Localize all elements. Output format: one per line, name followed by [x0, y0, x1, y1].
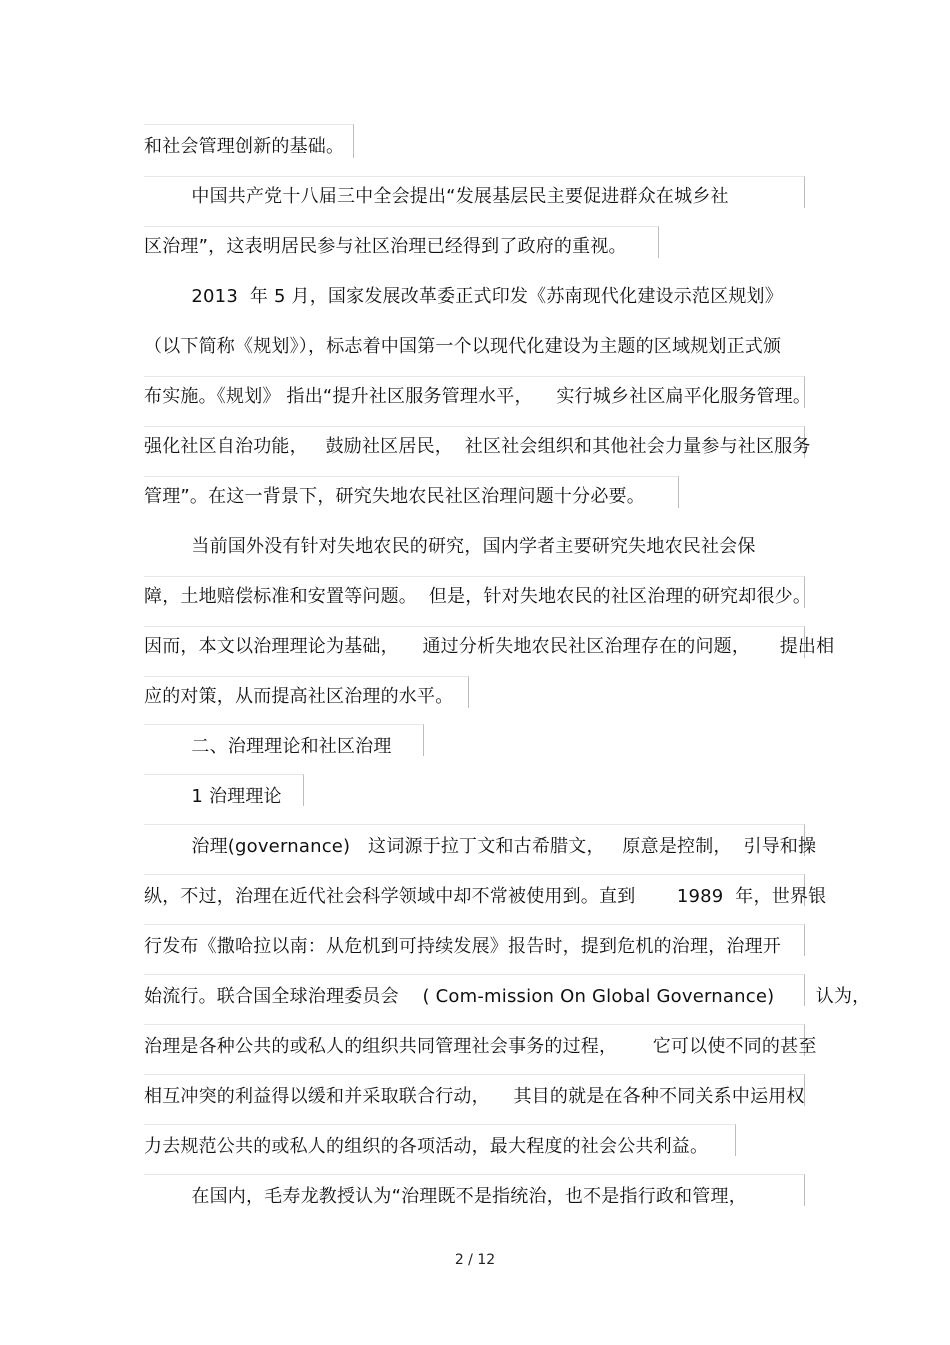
body-text-line: 当前国外没有针对失地农民的研究，国内学者主要研究失地农民社会保: [144, 536, 756, 557]
body-text-line: 区治理”，这表明居民参与社区治理已经得到了政府的重视。: [144, 236, 627, 257]
body-text-line: 应的对策，从而提高社区治理的水平。: [144, 686, 454, 707]
body-text-line: 管理”。在这一背景下，研究失地农民社区治理问题十分必要。: [144, 486, 645, 507]
body-text-line: 强化社区自治功能， 鼓励社区居民， 社区社会组织和其他社会力量参与社区服务: [144, 436, 811, 457]
body-text-line: 力去规范公共的或私人的组织的各项活动，最大程度的社会公共利益。: [144, 1136, 709, 1157]
page-number: 2 / 12: [454, 1252, 496, 1268]
body-text-line: 中国共产党十八届三中全会提出“发展基层民主要促进群众在城乡社: [144, 186, 729, 207]
body-text-line: 在国内，毛寿龙教授认为“治理既不是指统治，也不是指行政和管理，: [144, 1186, 747, 1207]
body-text-line: 治理(governance) 这词源于拉丁文和古希腊文， 原意是控制， 引导和操: [144, 836, 817, 857]
subsection-heading: 1 治理理论: [144, 786, 282, 807]
body-text-line: 行发布《撒哈拉以南：从危机到可持续发展》报告时，提到危机的治理，治理开: [144, 936, 781, 957]
body-text-line: 2013 年 5 月，国家发展改革委正式印发《苏南现代化建设示范区规划》: [144, 286, 783, 307]
section-heading: 二、治理理论和社区治理: [144, 736, 392, 757]
body-text-line: 因而，本文以治理理论为基础， 通过分析失地农民社区治理存在的问题， 提出相: [144, 636, 835, 657]
body-text-line: 纵，不过，治理在近代社会科学领域中却不常被使用到。直到 1989 年，世界银: [144, 886, 827, 907]
body-text-line: 布实施。《规划》 指出“提升社区服务管理水平， 实行城乡社区扁平化服务管理。: [144, 386, 812, 407]
body-text-line: 和社会管理创新的基础。: [144, 136, 345, 157]
body-text-line: 障，土地赔偿标准和安置等问题。 但是，针对失地农民的社区治理的研究却很少。: [144, 586, 812, 607]
body-text-line: 治理是各种公共的或私人的组织共同管理社会事务的过程， 它可以使不同的甚至: [144, 1036, 817, 1057]
body-text-line: （以下简称《规划》），标志着中国第一个以现代化建设为主题的区域规划正式颁: [144, 336, 782, 357]
body-text-line: 始流行。联合国全球治理委员会 ( Com-mission On Global Governance) 认为，: [144, 986, 871, 1007]
body-text-line: 相互冲突的利益得以缓和并采取联合行动， 其目的就是在各种不同关系中运用权: [144, 1086, 805, 1107]
